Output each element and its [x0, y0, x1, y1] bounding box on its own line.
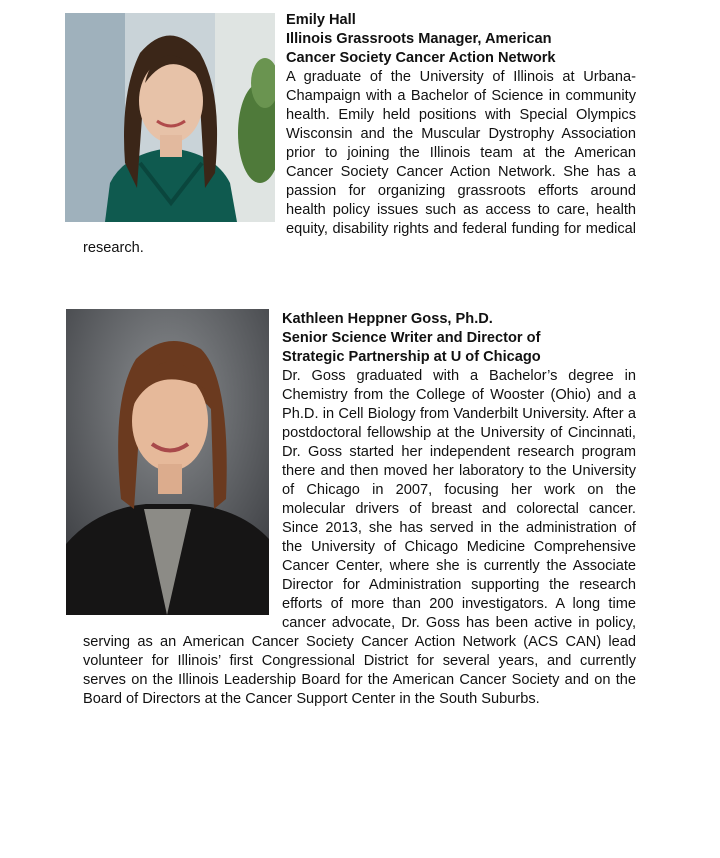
profile-title-line-1: Senior Science Writer and Director of — [282, 330, 541, 346]
profile-title-line-1: Illinois Grassroots Manager, American — [286, 31, 552, 47]
profile-name: Kathleen Heppner Goss, Ph.D. — [282, 311, 493, 327]
photo-spacer — [83, 68, 286, 239]
profile-bio: A graduate of the University of Illinois at Urbana-Champaign with a Bachelor of Science in community health. Emily held positions with Special Olympics Wisconsin and the Muscular Dystrophy Association prior to joining the Illinois team at the American Cancer Society Cancer Action Network. She has a passion for organizing grassroots efforts around health policy issues such as access to care, health equity, disability rights and federal funding for medical research. — [83, 69, 636, 256]
photo-spacer — [83, 367, 282, 633]
profile-bio-wrap — [83, 68, 636, 258]
profile-bio: Dr. Goss graduated with a Bachelor’s degree in Chemistry from the College of Wooster (Ohio) and a Ph.D. in Cell Biology from Vanderbilt University. After a postdoctoral fellowship at the University of Cincinnati, Dr. Goss started her independent research program there and then moved her laboratory to the University of Chicago in 2007, focusing her work on the molecular drivers of breast and colorectal cancer. Since 2013, she has served in the administration of the University of Chicago Medicine Comprehensive Cancer Center, where she is currently the Associate Director for Administration supporting the research efforts of more than 200 investigators. A long time cancer advocate, Dr. Goss has been active in policy, serving as an American Cancer Society Cancer Action Network (ACS CAN) lead volunteer for Illinois’ first Congressional District for several years, and currently serves on the Illinois Leadership Board for the American Cancer Society and on the Board of Directors at the Cancer Support Center in the South Suburbs. — [83, 368, 636, 707]
profile-name: Emily Hall — [286, 12, 356, 28]
profile-bio-wrap — [83, 367, 636, 709]
profile-title-line-2: Cancer Society Cancer Action Network — [286, 50, 556, 66]
profile-title-line-2: Strategic Partnership at U of Chicago — [282, 349, 541, 365]
